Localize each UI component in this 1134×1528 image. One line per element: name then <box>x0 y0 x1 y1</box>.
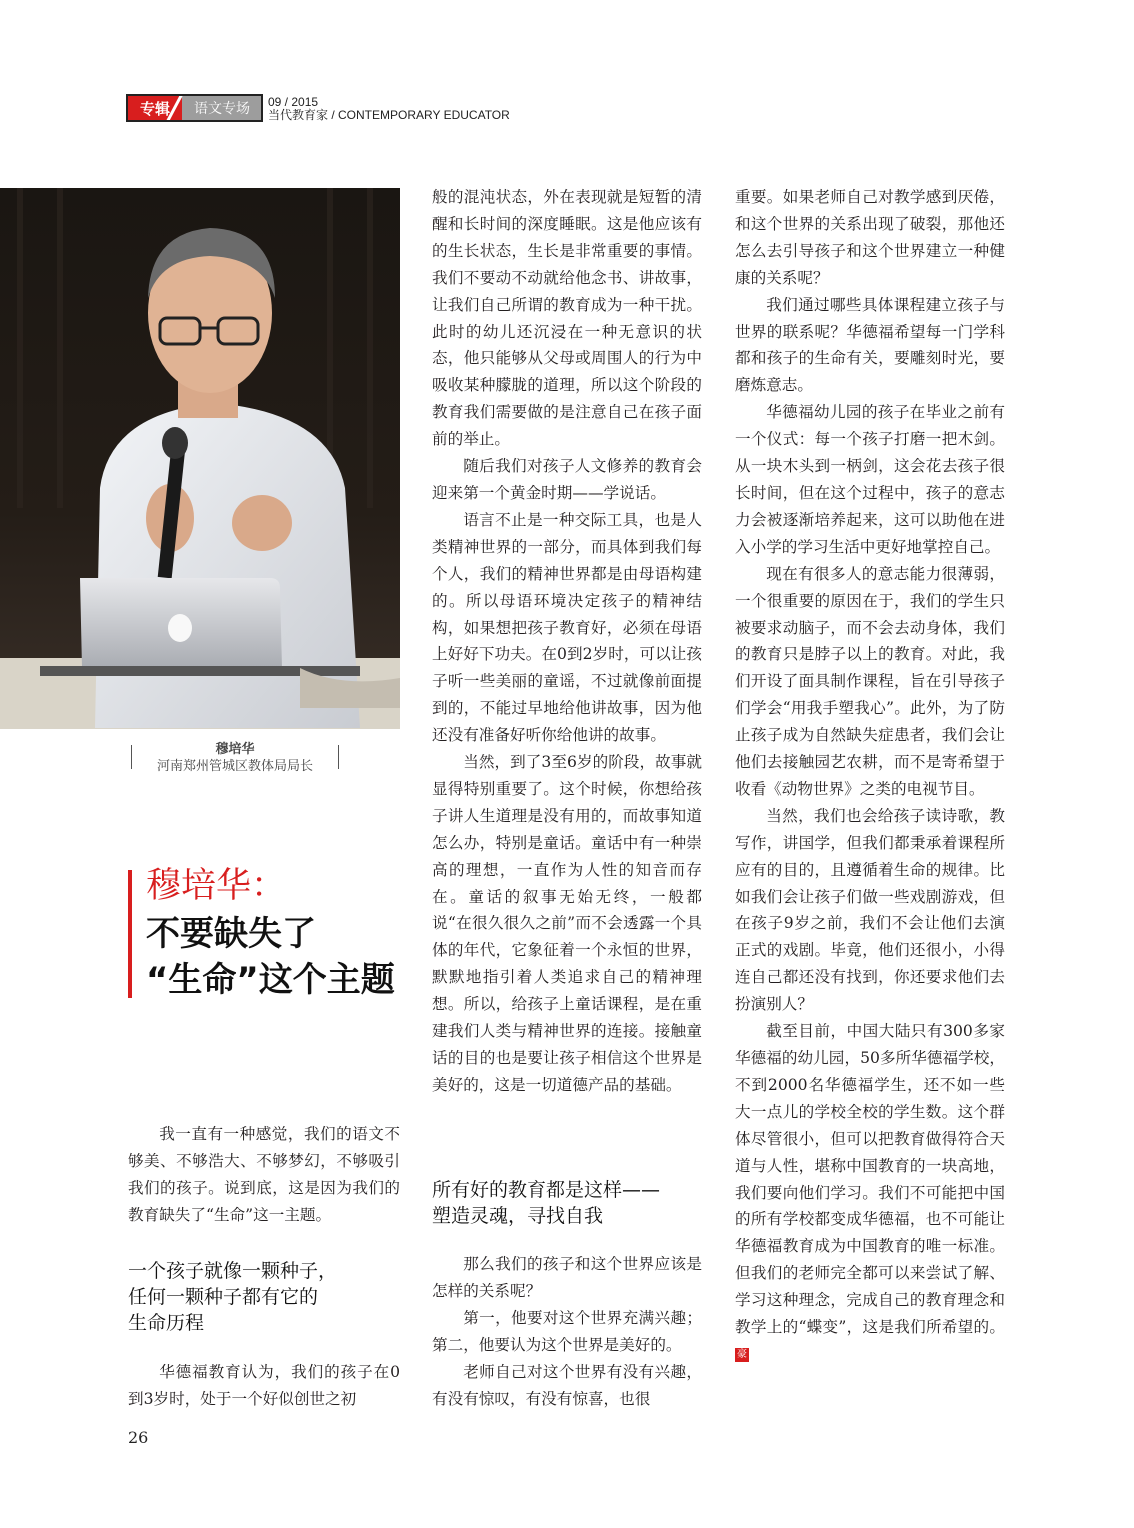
speaker-illustration <box>0 188 400 729</box>
section-heading-1 <box>128 1258 400 1336</box>
caption-divider-right <box>338 745 339 769</box>
paragraph: 随后我们对孩子人文修养的教育会迎来第一个黄金时期——学说话。 <box>432 457 702 502</box>
paragraph: 第一，他要对这个世界充满兴趣；第二，他要认为这个世界是美好的。 <box>432 1308 702 1354</box>
title-name: 穆培华： <box>146 866 287 906</box>
intro-block <box>128 1121 400 1229</box>
column-3 <box>735 184 1005 1368</box>
section-heading-2-line: 所有好的教育都是这样—— <box>432 1179 661 1201</box>
paragraph: 当然，我们也会给孩子读诗歌，教写作，讲国学，但我们都秉承着课程所应有的目的，且遵循着生命的规律。比如我们会让孩子们做一些戏剧游戏，但在孩子9岁之前，我们不会让他们去演正式的戏剧。毕竟，他们还很小，小得连自己都还没有找到，你还要求他们去扮演别人？ <box>735 806 1005 1014</box>
tag-frame <box>126 94 263 122</box>
paragraph <box>735 1018 1005 1368</box>
section-heading-1-line: 任何一颗种子都有它的 <box>128 1286 319 1308</box>
magazine-name: 当代教育家 / CONTEMPORARY EDUCATOR <box>268 108 510 122</box>
column-tag: 语文专场 <box>182 96 262 122</box>
section-heading-1-line: 一个孩子就像一颗种子， <box>128 1260 338 1282</box>
paragraph: 现在有很多人的意志能力很薄弱，一个很重要的原因在于，我们的学生只被要求动脑子，而不会去动身体，我们的教育只是脖子以上的教育。对此，我们开设了面具制作课程，旨在引导孩子们学会“用我手塑我心”。此外，为了防止孩子成为自然缺失症患者，我们会让他们去接触园艺农耕，而不是寄希望于收看《动物世界》之类的电视节目。 <box>735 564 1005 798</box>
title-accent-bar <box>128 870 132 998</box>
paragraph: 华德福幼儿园的孩子在毕业之前有一个仪式：每一个孩子打磨一把木剑。从一块木头到一柄剑，这会花去孩子很长时间，但在这个过程中，孩子的意志力会被逐渐培养起来，这可以助他在进入小学的学习生活中更好地掌控自己。 <box>735 403 1005 556</box>
end-mark-icon: 豪 <box>737 1348 747 1360</box>
issue-date: 09 / 2015 <box>268 95 319 109</box>
section-tag: 专辑 <box>128 96 182 122</box>
intro-paragraph: 我一直有一种感觉，我们的语文不够美、不够浩大、不够梦幻，不够吸引我们的孩子。说到底，这是因为我们的教育缺失了“生命”这一主题。 <box>128 1125 400 1224</box>
paragraph: 重要。如果老师自己对教学感到厌倦，和这个世界的关系出现了破裂，那他还怎么去引导孩子和这个世界建立一种健康的关系呢？ <box>735 188 1005 287</box>
paragraph: 般的混沌状态，外在表现就是短暂的清醒和长时间的深度睡眠。这是他应该有的生长状态，生长是非常重要的事情。我们不要动不动就给他念书、讲故事，让我们自己所谓的教育成为一种干扰。此时的幼儿还沉浸在一种无意识的状态，他只能够从父母或周围人的行为中吸收某种朦胧的道理，所以这个阶段的教育我们需要做的是注意自己在孩子面前的举止。 <box>432 188 702 449</box>
caption-name: 穆培华 <box>215 742 255 757</box>
section-heading-2 <box>432 1177 702 1229</box>
section-heading-1-line: 生命历程 <box>128 1312 205 1334</box>
speaker-photo <box>0 188 400 729</box>
paragraph: 华德福教育认为，我们的孩子在0到3岁时，处于一个好似创世之初 <box>128 1363 400 1408</box>
caption-title: 河南郑州管城区教体局局长 <box>156 759 313 774</box>
section-heading-2-line: 塑造灵魂，寻找自我 <box>432 1205 604 1227</box>
title-line-1: 不要缺失了 <box>146 914 316 954</box>
section1-start <box>128 1359 400 1413</box>
issue-info <box>268 96 510 122</box>
title-line-2: “生命”这个主题 <box>146 960 395 1000</box>
paragraph: 那么我们的孩子和这个世界应该是怎样的关系呢？ <box>432 1255 702 1300</box>
paragraph-text: 截至目前，中国大陆只有300多家华德福的幼儿园，50多所华德福学校，不到2000名华德福学生，还不如一些大一点儿的学校全校的学生数。这个群体尽管很小，但可以把教育做得符合天道与人性，堪称中国教育的一块高地，我们要向他们学习。我们不可能把中国的所有学校都变成华德福，也不可能让华德福教育成为中国教育的唯一标准。但我们的老师完全都可以来尝试了解、学习这种理念，完成自己的教育理念和教学上的“蝶变”，这是我们所希望的。 <box>735 1022 1005 1337</box>
column-2-lower <box>432 1251 702 1412</box>
paragraph: 老师自己对这个世界有没有兴趣，有没有惊叹，有没有惊喜，也很 <box>432 1362 702 1408</box>
column-2 <box>432 184 702 1099</box>
paragraph: 我们通过哪些具体课程建立孩子与世界的联系呢？华德福希望每一门学科都和孩子的生命有关，要雕刻时光，要磨炼意志。 <box>735 295 1005 395</box>
page-number: 26 <box>128 1428 149 1447</box>
paragraph: 当然，到了3至6岁的阶段，故事就显得特别重要了。这个时候，你想给孩子讲人生道理是没有用的，而故事知道怎么办，特别是童话。童话中有一种崇高的理想，一直作为人性的知音而存在。童话的叙事无始无终，一般都说“在很久很久之前”而不会透露一个具体的年代，它象征着一个永恒的世界，默默地指引着人类追求自己的精神理想。所以，给孩子上童话课程，是在重建我们人类与精神世界的连接。接触童话的目的也是要让孩子相信这个世界是美好的，这是一切道德产品的基础。 <box>432 753 702 1094</box>
paragraph: 语言不止是一种交际工具，也是人类精神世界的一部分，而具体到我们每个人，我们的精神世界都是由母语构建的。所以母语环境决定孩子的精神结构，如果想把孩子教育好，必须在母语上好好下功夫。在0到2岁时，可以让孩子听一些美丽的童谣，不过就像前面提到的，不能过早地给他讲故事，因为他还没有准备好听你给他讲的故事。 <box>432 510 702 745</box>
